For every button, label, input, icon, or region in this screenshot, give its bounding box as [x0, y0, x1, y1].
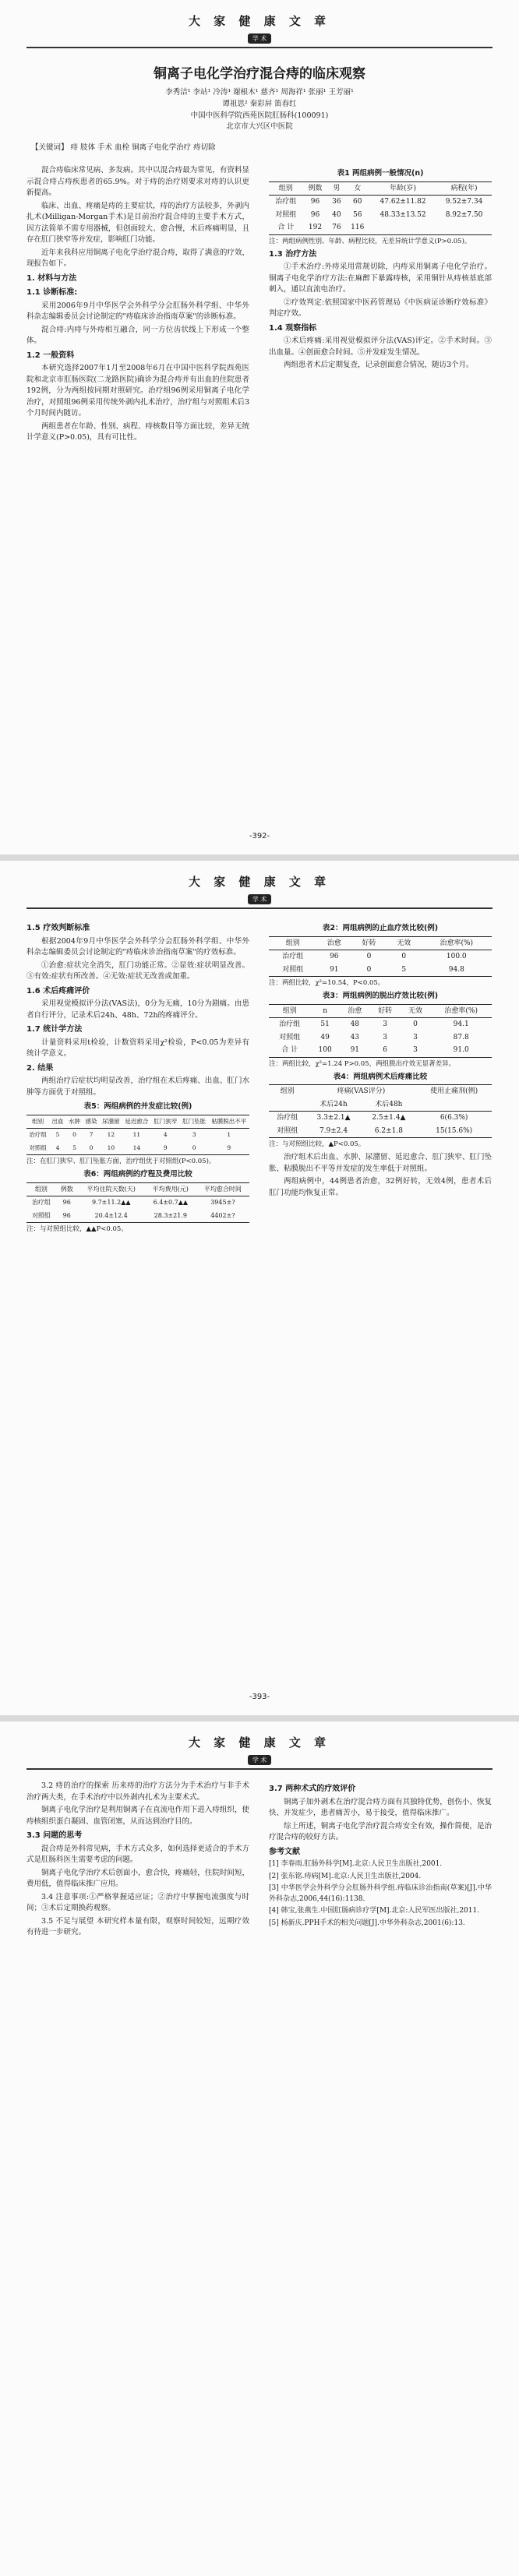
table2-note: 注：两组比较，χ²=10.54，P<0.05。: [269, 979, 385, 987]
table-header: 好转: [351, 936, 387, 950]
table-row: [269, 209, 492, 222]
table-6: [26, 1182, 249, 1224]
table-header: 治愈率(%): [422, 936, 492, 950]
table1-caption: 表1 两组病例一般情况(n): [337, 169, 424, 178]
table-row: [269, 950, 492, 964]
table-cell: 56: [353, 210, 362, 219]
table-3: [269, 1004, 492, 1058]
table-cell: 91.0: [430, 1044, 492, 1057]
paragraph: 临床、出血、疼痛是痔的主要症状，痔的治疗方法较多，外剥内扎术(Milligan-Morgan手术)是目前治疗混合痔的主要手术方式，因方法简单不需专用器械，但创面较大、愈合慢，术后疼痛明显，且存在肛门狭窄等并发症，影响肛门功能。: [26, 201, 249, 244]
paragraph: 混合痔临床常见病、多发病。其中以混合痔最为常见，有资料显示混合痔占痔疾患者的65.9%。对于痔的治疗则要求对痔的认识更新提高。: [26, 166, 249, 197]
table-cell: 5: [66, 1142, 83, 1155]
table5-note: 注：在肛门狭窄、肛门坠胀方面，治疗组优于对照组(P<0.05)。: [26, 1158, 216, 1165]
table-header: n: [310, 1004, 340, 1018]
page3-right-column: [269, 1781, 492, 1930]
table-5: [26, 1115, 249, 1156]
table-header: 治愈: [316, 936, 351, 950]
table-cell: 10: [100, 1142, 122, 1155]
journal-header: [0, 12, 519, 44]
table-cell: 合 计: [269, 1044, 310, 1057]
table-cell: 28.3±21.9: [145, 1210, 196, 1223]
paragraph: 综上所述，铜离子电化学治疗混合痔安全有效，操作简便，是治疗混合痔的较好方法。: [269, 1821, 492, 1841]
table-cell: 治疗组: [282, 953, 304, 960]
table-row: [269, 964, 492, 977]
table-cell: 49: [320, 1033, 330, 1041]
table-row: [26, 1196, 249, 1210]
journal-section: 学 术: [248, 33, 272, 44]
table-header: 使用止痛剂(例): [416, 1085, 492, 1098]
table-header: 平均住院天数(天): [78, 1182, 145, 1196]
table-header: 疼痛(VAS评分): [306, 1085, 417, 1098]
table-row: [26, 1210, 249, 1223]
journal-header: [0, 1734, 519, 1765]
table-cell: 3: [383, 1033, 387, 1041]
table-cell: 47.62±11.82: [380, 198, 426, 206]
table-header: 病程(年): [436, 181, 492, 196]
table-cell: 12: [107, 1131, 115, 1138]
table-1: [269, 181, 492, 235]
paragraph: 铜离子电化学治疗是利用铜离子在直流电作用下进入痔组织，使痔核组织蛋白凝固、血管闭塞，从而达到治疗目的。: [26, 1806, 249, 1826]
author-list-2: 谭祖思² 秦彩屏 笛春红: [222, 100, 297, 108]
subsection-heading: 1.6 术后疼痛评价: [26, 986, 90, 996]
journal-section: 学 术: [248, 894, 272, 904]
table-cell: 14: [122, 1142, 151, 1155]
table-cell: 对照组: [269, 1125, 306, 1138]
affiliation-2: 北京市大兴区中医院: [226, 122, 293, 131]
table-cell: 2.5±1.4▲: [372, 1114, 406, 1122]
table-cell: 6.2±1.8: [361, 1125, 416, 1138]
references-heading: 参考文献: [269, 1847, 300, 1856]
page2-left-column: [26, 920, 249, 1237]
table-cell: [369, 221, 436, 234]
table-cell: 192: [303, 221, 328, 234]
page3-left-column: [26, 1781, 249, 1940]
table-cell: 4402±?: [196, 1210, 249, 1223]
reference-item: [5] 杨新庆.PPH手术的相关问题[J].中华外科杂志,2001(6):13.: [269, 1919, 465, 1927]
table-cell: 合 计: [269, 221, 303, 234]
table-cell: 3: [401, 1044, 431, 1057]
table-header: 治愈: [340, 1004, 370, 1018]
subsection-heading: 1.7 统计学方法: [26, 1025, 83, 1034]
table-cell: 0: [413, 1020, 418, 1028]
table-cell: 94.8: [422, 964, 492, 977]
subsection-heading: 1.3 治疗方法: [269, 249, 317, 259]
section-heading: 2. 结果: [26, 1063, 54, 1073]
table3-caption: 表3：两组病例的脱出疗效比较(例): [322, 992, 439, 1000]
table-cell: 96: [62, 1199, 71, 1206]
table-cell: 对照组: [279, 1033, 301, 1041]
table-row: [26, 1129, 249, 1142]
table-cell: 3945±?: [210, 1199, 235, 1206]
keywords: 【关键词】 痔 肢体 手术 血栓 铜离子电化学治疗 痔切除: [31, 143, 216, 152]
page1-right-column: [269, 165, 492, 373]
table-cell: 4: [163, 1131, 168, 1138]
table-row: [269, 1018, 492, 1031]
journal-name: 大 家 健 康 文 章: [188, 875, 331, 889]
table-cell: 9: [151, 1142, 180, 1155]
header-rule: [26, 1768, 493, 1770]
table-cell: 15(15.6%): [416, 1125, 492, 1138]
paragraph: 计量资料采用t检验，计数资料采用χ²检验，P<0.05为差异有统计学意义。: [26, 1038, 249, 1058]
table-cell: 治疗组: [31, 1199, 51, 1206]
table-cell: 9.7±11.2▲▲: [91, 1199, 131, 1206]
paragraph: 3.4 注意事项:①严格掌握适应证；②治疗中掌握电流强度与时间；③术后定期换药观察。: [26, 1892, 249, 1912]
table-cell: 116: [345, 221, 369, 234]
table-cell: 0: [72, 1131, 76, 1138]
table-header: 女: [345, 181, 369, 196]
paragraph: ①治愈:症状完全消失，肛门功能正常。②显效:症状明显改善。③有效:症状有所改善。④无效:症状无改善或加重。: [26, 960, 249, 981]
table-header: 平均愈合时间: [196, 1182, 249, 1196]
subsection-heading: 3.7 两种术式的疗效评价: [269, 1785, 356, 1793]
paragraph: 两组患者术后定期复查，记录创面愈合情况，随访3个月。: [284, 361, 474, 369]
subsection-heading: 1.2 一般资料: [26, 351, 75, 360]
paragraph: 铜离子加外剥术在治疗混合痔方面有其独特优势，创伤小、恢复快、并发症少，患者痛苦小，易于接受，值得临床推广。: [269, 1797, 492, 1817]
paragraph: 本研究选择2007年1月至2008年6月在中国中医科学院西苑医院和北京市肛肠医院(二龙路医院)确诊为混合痔并有出血的住院患者192例，分为两组按同期对照研究。治疗组96例采用铜离子电化学治疗，对照组96例采用传统外剥内扎术治疗，治疗组与对照组术后3个月时间内随访。: [26, 364, 249, 418]
paragraph: ②疗效判定:依照国家中医药管理局《中医病证诊断疗效标准》判定疗效。: [269, 298, 492, 318]
table-cell: 36: [332, 198, 341, 206]
table-subheader: 术后48h: [361, 1098, 416, 1112]
table-cell: 对照组: [275, 210, 297, 219]
paragraph: 3.5 不足与展望 本研究样本量有限，观察时间较短，远期疗效有待进一步研究。: [26, 1916, 249, 1936]
table-cell: 治疗组: [279, 1020, 301, 1028]
section-heading: 1. 材料与方法: [26, 273, 77, 283]
reference-item: [2] 张东铭.痔病[M].北京:人民卫生出版社,2004.: [269, 1872, 422, 1880]
table-cell: 96: [310, 198, 320, 206]
article-title: 铜离子电化学治疗混合痔的临床观察: [154, 66, 365, 82]
table-cell: 3.3±2.1▲: [316, 1114, 351, 1122]
table-cell: 对照组: [269, 964, 316, 977]
table-cell: 48: [350, 1020, 360, 1028]
table-cell: 3: [383, 1020, 387, 1028]
table-cell: 100: [310, 1044, 340, 1057]
subsection-heading: 1.4 观察指标: [269, 323, 317, 333]
table-header: 肛门狭窄: [151, 1115, 180, 1129]
page1-left-column: [26, 165, 249, 446]
table-subheader: [416, 1098, 492, 1112]
table-header: 尿潴留: [100, 1115, 122, 1129]
journal-name: 大 家 健 康 文 章: [188, 14, 331, 28]
subsection-heading: 1.5 疗效判断标准: [26, 924, 90, 932]
paragraph: ①手术治疗:外痔采用常规切除，内痔采用铜离子电化学治疗。铜离子电化学治疗方法:在麻醉下暴露痔核，采用铜针从痔核基底部刺入，通以直流电治疗。: [269, 263, 492, 294]
table-row: [269, 1112, 492, 1125]
table-cell: 8.92±7.50: [445, 210, 483, 219]
table-cell: 60: [353, 198, 362, 206]
subsection-heading: 1.1 诊断标准:: [26, 288, 78, 297]
table-header: 粘膜脱出不平: [209, 1115, 249, 1129]
table-4: [269, 1084, 492, 1138]
table-header: 组别: [269, 181, 303, 196]
table-cell: 1: [227, 1131, 231, 1138]
table-cell: 96: [56, 1210, 78, 1223]
table-cell: 0: [351, 964, 387, 977]
table-cell: 9.52±7.34: [445, 198, 483, 206]
table-header: 好转: [370, 1004, 401, 1018]
table5-caption: 表5：两组病例的并发症比较(例): [83, 1102, 192, 1111]
table6-caption: 表6：两组病例的疗程及费用比较: [83, 1170, 192, 1179]
header-rule: [26, 907, 493, 909]
table-header: 治愈率(%): [430, 1004, 492, 1018]
table-cell: 96: [310, 210, 320, 219]
paragraph: ①术后疼痛:采用视觉模拟评分法(VAS)评定。②手术时间。③出血量。④创面愈合时间。⑤并发症发生情况。: [269, 337, 492, 357]
journal-name: 大 家 健 康 文 章: [188, 1736, 331, 1750]
paragraph: 铜离子电化学治疗术后创面小，愈合快，疼痛轻，住院时间短，费用低，值得临床推广应用。: [26, 1868, 249, 1888]
table-row: [269, 1031, 492, 1045]
paragraph: 两组治疗后症状均明显改善，治疗组在术后疼痛、出血、肛门水肿等方面优于对照组。: [26, 1077, 249, 1097]
table-subheader: 术后24h: [306, 1098, 362, 1112]
table-cell: 治疗组: [275, 198, 297, 206]
table-header: 男: [327, 181, 345, 196]
table4-caption: 表4：两组病例术后疼痛比较: [333, 1072, 428, 1081]
paragraph: 混合痔:内痔与外痔相互融合，同一方位齿状线上下形成一个整体。: [26, 325, 249, 345]
table-cell: 0: [401, 953, 407, 960]
table-header: 肛门坠胀: [180, 1115, 209, 1129]
table-header: 组别: [269, 936, 316, 950]
table-cell: 7.9±2.4: [306, 1125, 362, 1138]
table-cell: 4: [49, 1142, 66, 1155]
table-cell: 5: [387, 964, 422, 977]
table-cell: 治疗组: [277, 1114, 298, 1122]
paragraph: 两组患者在年龄、性别、病程、痔核数目等方面比较，差异无统计学意义(P>0.05)，具有可比性。: [26, 421, 249, 442]
paragraph: 两组病例中，44例患者治愈，32例好转，无效4例，患者术后肛门功能均恢复正常。: [269, 1177, 492, 1197]
paragraph: 采用视觉模拟评分法(VAS法)，0分为无痛，10分为剧痛。由患者自行评分，记录术后24h、48h、72h的疼痛评分。: [26, 999, 249, 1020]
table-cell: 0: [83, 1142, 100, 1155]
author-list: 李秀洁¹ 李站¹ 冷涛¹ 谢根木¹ 慈齐¹ 周海祥¹ 张丽¹ 王芳丽¹: [165, 88, 354, 97]
table-cell: 0: [180, 1142, 209, 1155]
paragraph: 采用2006年9月中华医学会外科学分会肛肠外科学组、中华外科杂志编辑委员会讨论制定的"痔临床诊治指南草案"的诊断标准。: [26, 301, 249, 321]
table2-caption: 表2：两组病例的止血疗效比较(例): [322, 924, 439, 932]
paragraph: 混合痔是外科常见病，手术方式众多，如何选择更适合的手术方式是肛肠科医生需要考虑的问题。: [26, 1844, 249, 1864]
table-header: 无效: [387, 936, 422, 950]
page-1: [0, 0, 519, 855]
table4-note: 注：与对照组比较，▲P<0.05。: [269, 1140, 365, 1148]
page-number: -393-: [249, 1693, 270, 1701]
paragraph: 近年来我科应用铜离子电化学治疗混合痔，取得了满意的疗效，现报告如下。: [26, 248, 249, 268]
table-header: 延迟愈合: [122, 1115, 151, 1129]
table-row: [26, 1142, 249, 1155]
table-cell: 51: [320, 1020, 330, 1028]
table-header: 组别: [269, 1085, 306, 1098]
table3-note: 注：两组比较，χ²=1.24 P>0.05，两组脱出疗效无显著差异。: [269, 1059, 456, 1068]
table6-note: 注：与对照组比较，▲▲P<0.05。: [26, 1225, 128, 1233]
table-cell: 87.8: [453, 1033, 469, 1041]
table-cell: 6(6.3%): [440, 1114, 468, 1122]
paragraph: 治疗组术后出血、水肿、尿潴留、延迟愈合、肛门狭窄、肛门坠胀、粘膜脱出不平等并发症的发生率低于对照组。: [269, 1153, 492, 1173]
paragraph: 根据2004年9月中华医学会外科学分会肛肠外科学组、中华外科杂志编辑委员会讨论制定的"痔临床诊治指南草案"的疗效标准。: [26, 936, 249, 957]
subsection-heading: 3.3 问题的思考: [26, 1831, 83, 1840]
table-cell: 100.0: [446, 953, 467, 960]
table-row: [269, 1125, 492, 1138]
page2-right-column: [269, 920, 492, 1200]
table-cell: 48.33±13.52: [380, 210, 426, 219]
reference-item: [1] 李春雨.肛肠外科学[M].北京:人民卫生出版社,2001.: [269, 1860, 443, 1868]
table-cell: 3: [192, 1131, 196, 1138]
reference-item: [4] 韩宝,张燕生.中国肛肠病诊疗学[M].北京:人民军医出版社,2011.: [269, 1907, 480, 1915]
page-number: -392-: [249, 832, 270, 840]
table-subheader: [269, 1098, 306, 1112]
table-cell: 3: [413, 1033, 418, 1041]
table-header: 例数: [303, 181, 328, 196]
table-cell: 43: [350, 1033, 360, 1041]
table-cell: 91: [340, 1044, 370, 1057]
journal-header: [0, 873, 519, 904]
reference-item: [3] 中华医学会外科学分会肛肠外科学组.痔临床诊治指南(草案)[J].中华外科杂志,2006,44(16):1138.: [269, 1884, 492, 1903]
table-header: 无效: [401, 1004, 431, 1018]
table-2: [269, 936, 492, 978]
table-cell: 11: [132, 1131, 141, 1138]
table-header: 水肿: [66, 1115, 83, 1129]
journal-section: 学 术: [248, 1755, 272, 1765]
table-row: [269, 1044, 492, 1057]
table-header: 组别: [26, 1182, 56, 1196]
table-cell: 0: [366, 953, 372, 960]
table-cell: 76: [327, 221, 345, 234]
table-cell: 40: [332, 210, 341, 219]
table-header: 例数: [56, 1182, 78, 1196]
table-cell: 6.4±0.7▲▲: [153, 1199, 189, 1206]
table-cell: 5: [55, 1131, 60, 1138]
table-cell: 7: [89, 1131, 94, 1138]
table-cell: 对照组: [26, 1142, 49, 1155]
page-2: [0, 861, 519, 1715]
affiliation-1: 中国中医科学院西苑医院肛肠科(100091): [190, 111, 329, 120]
table-cell: 20.4±12.4: [78, 1210, 145, 1223]
table-header: 平均费用(元): [145, 1182, 196, 1196]
table-cell: 91: [316, 964, 351, 977]
table-header: 年龄(岁): [369, 181, 436, 196]
table-header: 组别: [269, 1004, 310, 1018]
table-header: 组别: [26, 1115, 49, 1129]
table-cell: 6: [370, 1044, 401, 1057]
table-cell: 96: [330, 953, 339, 960]
table-cell: 9: [209, 1142, 249, 1155]
paragraph: 3.2 痔的治疗的探索 历来痔的治疗方法分为手术治疗与非手术治疗两大类，在手术治疗中以外剥内扎术为主要术式。: [26, 1781, 249, 1802]
table-row: [269, 196, 492, 209]
table1-note: 注：两组病例性别、年龄、病程比较，无差异统计学意义(P>0.05)。: [269, 237, 471, 245]
table-header: 出血: [49, 1115, 66, 1129]
table-cell: 94.1: [453, 1020, 469, 1028]
table-row: [269, 221, 492, 234]
table-cell: [436, 221, 492, 234]
header-rule: [26, 47, 493, 48]
page-3: [0, 1721, 519, 2576]
table-cell: 治疗组: [29, 1131, 47, 1138]
table-header: 感染: [83, 1115, 100, 1129]
table-cell: 对照组: [26, 1210, 56, 1223]
